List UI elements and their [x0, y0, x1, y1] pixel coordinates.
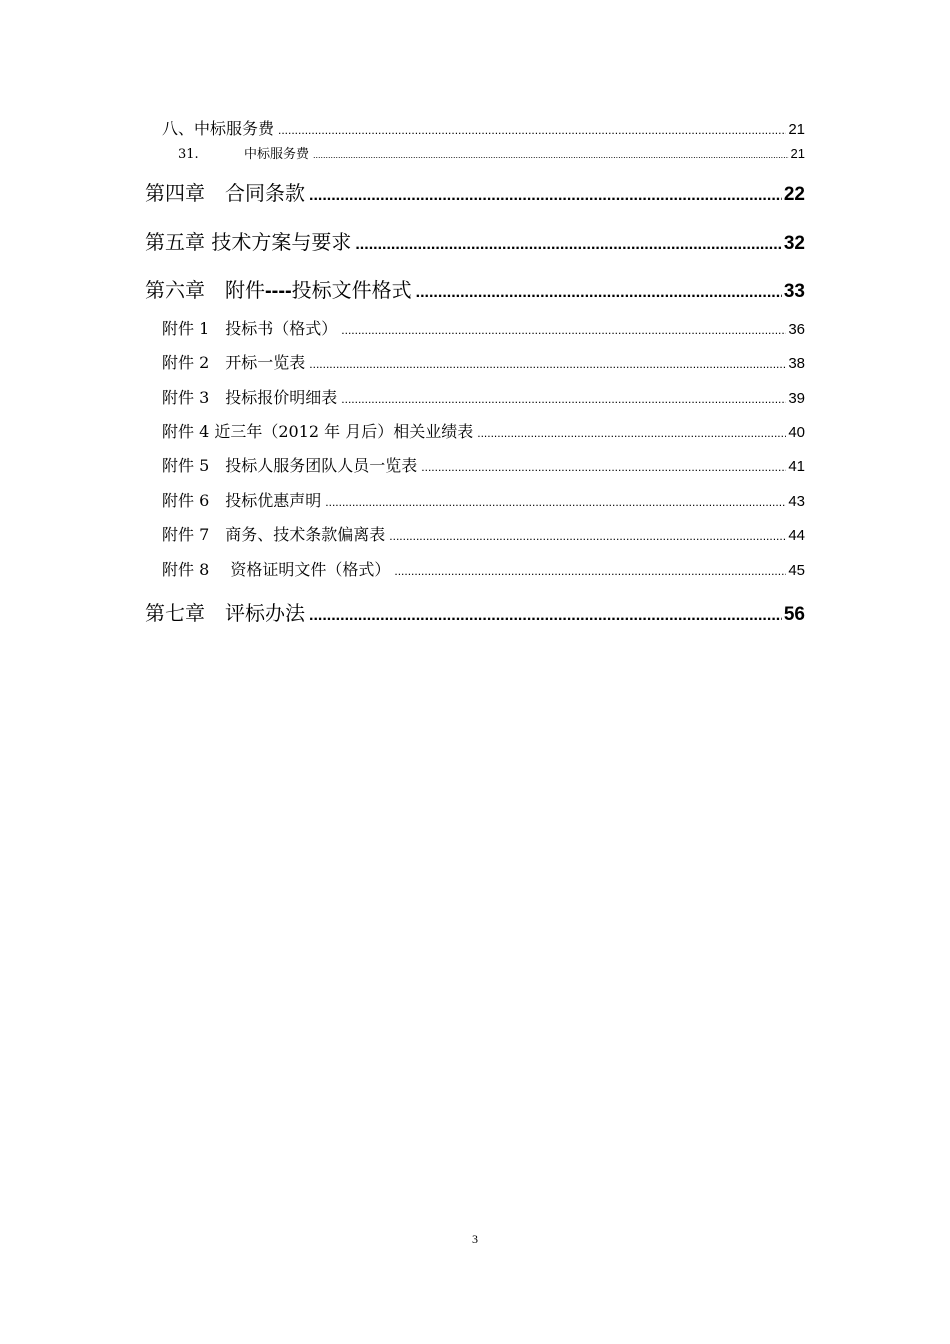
toc-dot-leader [325, 495, 786, 509]
toc-page-number: 41 [788, 458, 805, 475]
toc-entry-label: 附件 8 资格证明文件（格式） [162, 560, 391, 579]
toc-dot-leader [355, 236, 782, 254]
toc-dot-leader [421, 460, 786, 474]
toc-page-number: 21 [788, 121, 805, 138]
toc-entry-number: 31. [178, 147, 199, 162]
toc-dot-leader [394, 564, 786, 578]
toc-dot-leader [309, 607, 782, 625]
toc-entry-label [145, 274, 412, 303]
toc-entry-label-prefix: 第六章 附件 [145, 278, 265, 302]
toc-page-number: 32 [783, 233, 805, 254]
toc-entry-chapter[interactable] [145, 226, 805, 255]
toc-page-number: 56 [783, 604, 805, 625]
toc-entry-appendix[interactable] [162, 453, 805, 476]
toc-page-number: 36 [788, 321, 805, 338]
toc-page-number: 40 [788, 424, 805, 441]
toc-entry-appendix[interactable] [162, 557, 805, 580]
toc-entry-label: 附件 1 投标书（格式） [162, 319, 338, 338]
toc-dot-leader [309, 187, 782, 205]
toc-dot-leader [278, 123, 786, 137]
toc-entry-chapter[interactable] [145, 274, 805, 303]
toc-entry-section[interactable] [162, 116, 805, 139]
toc-entry-appendix[interactable] [162, 385, 805, 408]
toc-entry-label: 第七章 评标办法 [145, 601, 305, 625]
toc-dot-leader [341, 392, 786, 406]
toc-entry-label: 附件 2 开标一览表 [162, 353, 306, 372]
toc-entry-subsection[interactable] [178, 143, 805, 162]
toc-entry-appendix[interactable] [162, 316, 805, 339]
toc-page-number: 43 [788, 493, 805, 510]
toc-page-number: 39 [788, 390, 805, 407]
toc-dot-leader [313, 150, 789, 160]
toc-dot-leader [416, 284, 782, 302]
footer-page-number: 3 [472, 1232, 478, 1246]
toc-dot-leader [309, 357, 786, 371]
toc-dot-leader [389, 529, 786, 543]
toc-page-number: 22 [783, 184, 805, 205]
toc-entry-appendix[interactable] [162, 350, 805, 373]
toc-entry-label: 第四章 合同条款 [145, 181, 305, 205]
toc-entry-label: 附件 4 近三年（2012 年 月后）相关业绩表 [162, 422, 474, 441]
toc-entry-chapter[interactable] [145, 597, 805, 626]
toc-page-number: 33 [783, 281, 805, 302]
toc-entry-label: 附件 5 投标人服务团队人员一览表 [162, 456, 418, 475]
toc-entry-label: 附件 3 投标报价明细表 [162, 388, 338, 407]
toc-entry-label [178, 143, 309, 162]
toc-entry-label: 附件 6 投标优惠声明 [162, 491, 322, 510]
toc-page-number: 44 [788, 527, 805, 544]
toc-entry-appendix[interactable] [162, 488, 805, 511]
toc-entry-title: 中标服务费 [244, 147, 310, 162]
toc-entry-label: 八、中标服务费 [162, 119, 275, 138]
toc-dot-leader [341, 323, 786, 337]
toc-entry-appendix[interactable] [162, 522, 805, 545]
toc-entry-label: 附件 7 商务、技术条款偏离表 [162, 525, 386, 544]
toc-page-number: 38 [788, 355, 805, 372]
toc-entry-appendix[interactable] [162, 419, 805, 442]
toc-entry-label: 第五章 技术方案与要求 [145, 230, 352, 254]
toc-dot-leader [477, 426, 786, 440]
toc-entry-label-suffix: 投标文件格式 [291, 278, 412, 302]
toc-entry-label-dashes: ---- [265, 280, 292, 302]
toc-entry-chapter[interactable] [145, 177, 805, 206]
toc-page-number: 21 [790, 146, 805, 161]
toc-page-number: 45 [788, 562, 805, 579]
